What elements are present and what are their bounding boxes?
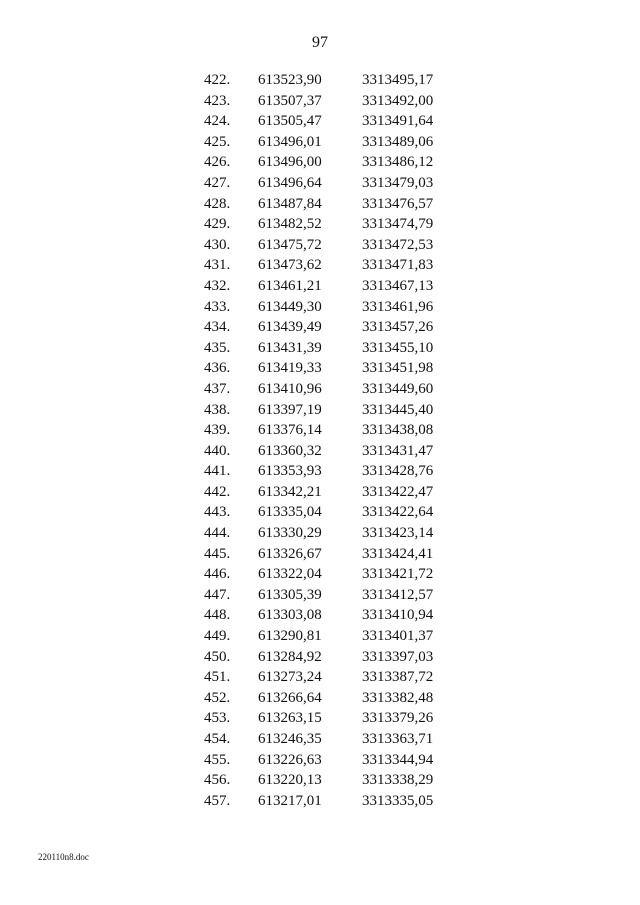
point-number: 440. xyxy=(204,442,231,459)
x-coordinate: 613431,39 xyxy=(258,339,322,356)
x-coordinate: 613342,21 xyxy=(258,483,322,500)
point-number: 447. xyxy=(204,586,231,603)
y-coordinate: 3313421,72 xyxy=(362,566,434,583)
table-row xyxy=(200,626,460,647)
table-row xyxy=(200,91,460,112)
y-coordinate: 3313382,48 xyxy=(362,689,434,706)
table-row xyxy=(200,194,460,215)
table-row xyxy=(200,544,460,565)
table-row xyxy=(200,729,460,750)
table-row xyxy=(200,770,460,791)
point-number: 441. xyxy=(204,463,231,480)
y-coordinate: 3313397,03 xyxy=(362,648,434,665)
y-coordinate: 3313457,26 xyxy=(362,319,434,336)
table-row xyxy=(200,585,460,606)
point-number: 454. xyxy=(204,731,231,747)
table-row xyxy=(200,379,460,400)
table-row xyxy=(200,647,460,668)
y-coordinate: 3313412,57 xyxy=(362,586,434,603)
point-number: 450. xyxy=(204,648,231,665)
table-row xyxy=(200,420,460,441)
point-number: 428. xyxy=(204,195,231,212)
y-coordinate: 3313489,06 xyxy=(362,133,434,150)
table-row xyxy=(200,255,460,276)
x-coordinate: 613410,96 xyxy=(258,380,322,397)
x-coordinate: 613326,67 xyxy=(258,545,322,562)
y-coordinate: 3313472,53 xyxy=(362,236,434,253)
point-number: 429. xyxy=(204,216,231,233)
point-number: 455. xyxy=(204,751,231,768)
y-coordinate: 3313491,64 xyxy=(362,113,434,130)
table-row xyxy=(200,70,460,91)
x-coordinate: 613322,04 xyxy=(258,566,322,583)
y-coordinate: 3313467,13 xyxy=(362,277,434,294)
table-row xyxy=(200,214,460,235)
table-row xyxy=(200,750,460,771)
table-row xyxy=(200,358,460,379)
y-coordinate: 3313451,98 xyxy=(362,360,434,377)
x-coordinate: 613226,63 xyxy=(258,751,322,768)
table-row xyxy=(200,111,460,132)
x-coordinate: 613523,90 xyxy=(258,72,322,88)
y-coordinate: 3313474,79 xyxy=(362,216,434,233)
x-coordinate: 613507,37 xyxy=(258,92,322,109)
point-number: 443. xyxy=(204,504,231,521)
point-number: 427. xyxy=(204,174,231,191)
x-coordinate: 613461,21 xyxy=(258,277,322,294)
y-coordinate: 3313428,76 xyxy=(362,463,434,480)
x-coordinate: 613376,14 xyxy=(258,422,322,439)
y-coordinate: 3313471,83 xyxy=(362,257,434,274)
y-coordinate: 3313338,29 xyxy=(362,772,434,789)
point-number: 435. xyxy=(204,339,231,356)
x-coordinate: 613246,35 xyxy=(258,731,322,747)
point-number: 453. xyxy=(204,710,231,727)
page-number: 97 xyxy=(312,34,328,51)
x-coordinate: 613353,93 xyxy=(258,463,322,480)
y-coordinate: 3313422,64 xyxy=(362,504,434,521)
x-coordinate: 613273,24 xyxy=(258,669,322,686)
table-row xyxy=(200,482,460,503)
point-number: 448. xyxy=(204,607,231,624)
y-coordinate: 3313492,00 xyxy=(362,92,434,109)
x-coordinate: 613487,84 xyxy=(258,195,322,212)
x-coordinate: 613335,04 xyxy=(258,504,322,521)
table-row xyxy=(200,297,460,318)
point-number: 425. xyxy=(204,133,231,150)
table-row xyxy=(200,667,460,688)
table-row xyxy=(200,523,460,544)
point-number: 442. xyxy=(204,483,231,500)
point-number: 436. xyxy=(204,360,231,377)
footer-filename: 220110n8.doc xyxy=(38,852,89,862)
y-coordinate: 3313431,47 xyxy=(362,442,434,459)
table-row xyxy=(200,338,460,359)
x-coordinate: 613217,01 xyxy=(258,792,322,809)
x-coordinate: 613263,15 xyxy=(258,710,322,727)
x-coordinate: 613473,62 xyxy=(258,257,322,274)
table-row xyxy=(200,132,460,153)
y-coordinate: 3313422,47 xyxy=(362,483,434,500)
x-coordinate: 613496,01 xyxy=(258,133,322,150)
y-coordinate: 3313486,12 xyxy=(362,154,434,171)
y-coordinate: 3313379,26 xyxy=(362,710,434,727)
x-coordinate: 613305,39 xyxy=(258,586,322,603)
y-coordinate: 3313410,94 xyxy=(362,607,434,624)
y-coordinate: 3313363,71 xyxy=(362,731,434,747)
point-number: 430. xyxy=(204,236,231,253)
point-number: 432. xyxy=(204,277,231,294)
x-coordinate: 613397,19 xyxy=(258,401,322,418)
y-coordinate: 3313344,94 xyxy=(362,751,434,768)
point-number: 437. xyxy=(204,380,231,397)
point-number: 431. xyxy=(204,257,231,274)
table-row xyxy=(200,173,460,194)
y-coordinate: 3313438,08 xyxy=(362,422,434,439)
x-coordinate: 613449,30 xyxy=(258,298,322,315)
x-coordinate: 613303,08 xyxy=(258,607,322,624)
point-number: 457. xyxy=(204,792,231,809)
x-coordinate: 613505,47 xyxy=(258,113,322,130)
table-row xyxy=(200,152,460,173)
y-coordinate: 3313455,10 xyxy=(362,339,434,356)
point-number: 456. xyxy=(204,772,231,789)
y-coordinate: 3313424,41 xyxy=(362,545,434,562)
point-number: 433. xyxy=(204,298,231,315)
point-number: 434. xyxy=(204,319,231,336)
x-coordinate: 613266,64 xyxy=(258,689,322,706)
y-coordinate: 3313449,60 xyxy=(362,380,434,397)
point-number: 439. xyxy=(204,422,231,439)
table-row xyxy=(200,276,460,297)
point-number: 451. xyxy=(204,669,231,686)
table-row xyxy=(200,688,460,709)
table-row xyxy=(200,317,460,338)
coordinate-table xyxy=(200,70,460,811)
point-number: 452. xyxy=(204,689,231,706)
x-coordinate: 613496,00 xyxy=(258,154,322,171)
x-coordinate: 613284,92 xyxy=(258,648,322,665)
table-row xyxy=(200,502,460,523)
table-row xyxy=(200,441,460,462)
table-row xyxy=(200,461,460,482)
point-number: 423. xyxy=(204,92,231,109)
x-coordinate: 613439,49 xyxy=(258,319,322,336)
x-coordinate: 613475,72 xyxy=(258,236,322,253)
y-coordinate: 3313387,72 xyxy=(362,669,434,686)
table-row xyxy=(200,400,460,421)
y-coordinate: 3313423,14 xyxy=(362,525,434,542)
point-number: 446. xyxy=(204,566,231,583)
x-coordinate: 613330,29 xyxy=(258,525,322,542)
y-coordinate: 3313495,17 xyxy=(362,72,434,88)
y-coordinate: 3313476,57 xyxy=(362,195,434,212)
table-row xyxy=(200,605,460,626)
point-number: 449. xyxy=(204,628,231,645)
point-number: 424. xyxy=(204,113,231,130)
table-row xyxy=(200,235,460,256)
y-coordinate: 3313335,05 xyxy=(362,792,434,809)
point-number: 426. xyxy=(204,154,231,171)
x-coordinate: 613419,33 xyxy=(258,360,322,377)
point-number: 445. xyxy=(204,545,231,562)
x-coordinate: 613290,81 xyxy=(258,628,322,645)
x-coordinate: 613496,64 xyxy=(258,174,322,191)
table-row xyxy=(200,564,460,585)
table-row xyxy=(200,708,460,729)
x-coordinate: 613220,13 xyxy=(258,772,322,789)
y-coordinate: 3313401,37 xyxy=(362,628,434,645)
point-number: 422. xyxy=(204,72,231,88)
point-number: 444. xyxy=(204,525,231,542)
x-coordinate: 613360,32 xyxy=(258,442,322,459)
x-coordinate: 613482,52 xyxy=(258,216,322,233)
table-row xyxy=(200,791,460,812)
point-number: 438. xyxy=(204,401,231,418)
y-coordinate: 3313461,96 xyxy=(362,298,434,315)
y-coordinate: 3313479,03 xyxy=(362,174,434,191)
y-coordinate: 3313445,40 xyxy=(362,401,434,418)
